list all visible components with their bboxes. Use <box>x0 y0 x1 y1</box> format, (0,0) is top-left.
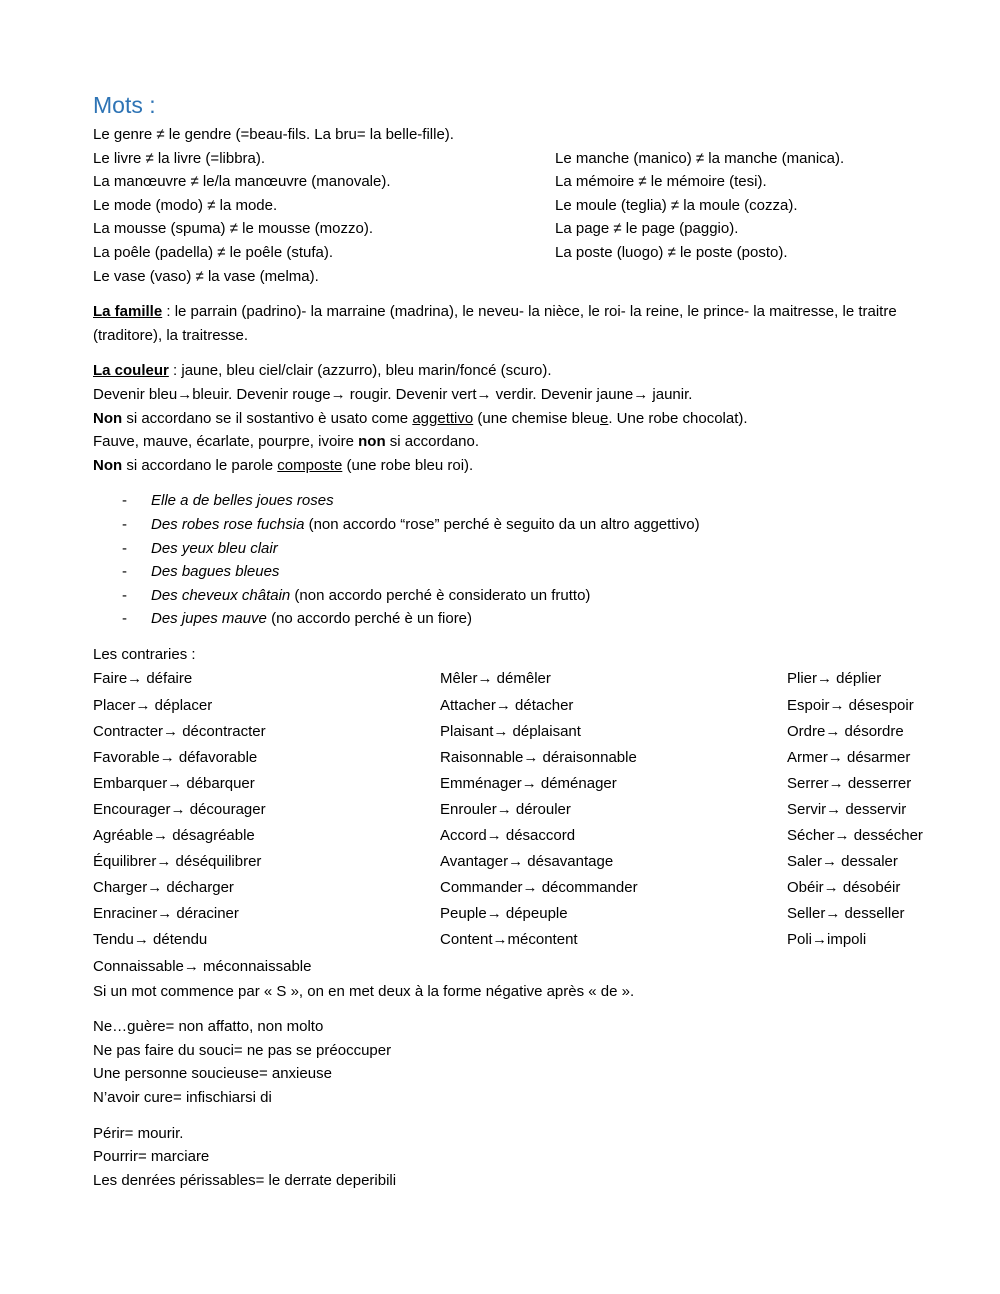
gender-pair: Le livre ≠ la livre (=libbra). <box>93 149 266 167</box>
gender-pair: La manœuvre ≠ le/la manœuvre (manovale). <box>93 173 391 191</box>
contrary-pair: Plaisant→ déplaisant <box>440 722 581 740</box>
list-item <box>93 489 943 513</box>
gender-right-column <box>555 147 943 289</box>
contrary-pair: Seller→ desseller <box>787 905 905 923</box>
contrary-pair: Placer→ déplacer <box>93 696 213 714</box>
gender-pair: La poêle (padella) ≠ le poêle (stufa). <box>93 243 334 261</box>
rule-text: (une robe bleu roi). <box>342 456 474 474</box>
famille-label: La famille <box>93 303 163 321</box>
contrary-pair: Poli→impoli <box>787 931 867 949</box>
example-phrase: Des robes rose fuchsia <box>151 515 305 533</box>
contrary-pair: Ordre→ désordre <box>787 722 904 740</box>
contrary-pair: Saler→ dessaler <box>787 853 898 871</box>
contrary-pair: Agréable→ désagréable <box>93 827 255 845</box>
document-page <box>93 90 943 1192</box>
rule-text: (une chemise bleu <box>473 409 600 427</box>
couleur-label: La couleur <box>93 362 169 380</box>
example-note: (no accordo perché è un fiore) <box>266 610 473 628</box>
contrary-pair: Charger→ décharger <box>93 879 234 897</box>
gender-pair: La page ≠ le page (paggio). <box>555 220 739 238</box>
couleur-text: : jaune, bleu ciel/clair (azzurro), bleu marin/foncé (scuro). <box>168 362 552 380</box>
contrary-pair: Faire→ défaire <box>93 670 193 688</box>
contrary-pair: Enrouler→ dérouler <box>440 800 571 818</box>
gender-pair: Le mode (modo) ≠ la mode. <box>93 196 278 214</box>
contraries-title: Les contraries : <box>93 645 196 663</box>
vocab-line: Les denrées périssables= le derrate deperibili <box>93 1171 397 1189</box>
gender-pair: Le vase (vaso) ≠ la vase (melma). <box>93 267 319 285</box>
rule-underlined: aggettivo <box>412 409 474 427</box>
contrary-pair: Serrer→ desserrer <box>787 774 912 792</box>
contrary-pair: Encourager→ décourager <box>93 800 266 818</box>
list-item <box>93 537 943 561</box>
contrary-pair: Obéir→ désobéir <box>787 879 901 897</box>
example-note: (non accordo “rose” perché è seguito da un altro aggettivo) <box>304 515 700 533</box>
couleur-paragraph <box>93 359 943 383</box>
list-item <box>93 584 943 608</box>
examples-list <box>93 489 943 631</box>
contrary-pair: Raisonnable→ déraisonnable <box>440 748 637 766</box>
devenir-line: Devenir bleu→bleuir. Devenir rouge→ rougir. Devenir vert→ verdir. Devenir jaune→ jaunir. <box>93 385 693 403</box>
contrary-pair: Espoir→ désespoir <box>787 696 914 714</box>
contrary-pair <box>440 954 787 980</box>
gender-pairs <box>93 147 943 289</box>
gender-intro: Le genre ≠ le gendre (=beau-fils. La bru= la belle-fille). <box>93 126 454 143</box>
rule-invariable-colors <box>93 430 943 454</box>
contrary-pair: Accord→ désaccord <box>440 827 576 845</box>
famille-paragraph <box>93 300 943 347</box>
gender-pair: La poste (luogo) ≠ le poste (posto). <box>555 243 788 261</box>
list-item <box>93 607 943 631</box>
contrary-pair: Mêler→ démêler <box>440 670 551 688</box>
rule-text: . Une robe chocolat). <box>608 409 748 427</box>
example-phrase: Des jupes mauve <box>151 610 267 628</box>
contrary-pair: Équilibrer→ déséquilibrer <box>93 853 262 871</box>
contrary-pair: Enraciner→ déraciner <box>93 905 239 923</box>
contrary-pair: Contracter→ décontracter <box>93 722 266 740</box>
rule-adjective <box>93 407 943 431</box>
contrary-pair: Embarquer→ débarquer <box>93 774 255 792</box>
rule-keyword: Non <box>93 409 123 427</box>
gender-pair: La mousse (spuma) ≠ le mousse (mozzo). <box>93 220 373 238</box>
example-note: (non accordo perché è considerato un frutto) <box>290 586 591 604</box>
rule-text: Fauve, mauve, écarlate, pourpre, ivoire <box>93 433 359 451</box>
rule-text: si accordano. <box>385 433 480 451</box>
rule-keyword: Non <box>93 456 123 474</box>
gender-pair: Le manche (manico) ≠ la manche (manica). <box>555 149 845 167</box>
rule-keyword: non <box>358 433 386 451</box>
contrary-pair: Peuple→ dépeuple <box>440 905 568 923</box>
rule-text: si accordano le parole <box>122 456 278 474</box>
rule-text: si accordano se il sostantivo è usato come <box>122 409 413 427</box>
contrary-pair: Attacher→ détacher <box>440 696 574 714</box>
contrary-pair <box>787 954 943 980</box>
contrary-pair: Tendu→ détendu <box>93 931 208 949</box>
contrary-pair: Servir→ desservir <box>787 800 907 818</box>
vocab-line: Ne…guère= non affatto, non molto <box>93 1018 324 1036</box>
rule-underlined: composte <box>277 456 343 474</box>
rule-compound <box>93 454 943 478</box>
vocab-line: Pourrir= marciare <box>93 1148 210 1166</box>
vocab-block-1 <box>93 1015 943 1109</box>
vocab-line: N’avoir cure= infischiarsi di <box>93 1088 272 1106</box>
contrary-pair: Connaissable→ méconnaissable <box>93 957 312 975</box>
vocab-line: Une personne soucieuse= anxieuse <box>93 1065 332 1083</box>
s-rule: Si un mot commence par « S », on en met deux à la forme négative après « de ». <box>93 982 635 1000</box>
page-title: Mots : <box>93 92 156 118</box>
vocab-line: Périr= mourir. <box>93 1124 184 1142</box>
contrary-pair: Sécher→ dessécher <box>787 827 923 845</box>
famille-text: : le parrain (padrino)- la marraine (madrina), le neveu- la nièce, le roi- la reine, le prince- la maitresse, le traitre (traditore), la traitresse. <box>93 303 897 344</box>
vocab-line: Ne pas faire du souci= ne pas se préoccuper <box>93 1041 392 1059</box>
contrary-pair: Plier→ déplier <box>787 670 882 688</box>
contraries-table <box>93 666 943 979</box>
example-phrase: Elle a de belles joues roses <box>151 492 334 510</box>
example-phrase: Des yeux bleu clair <box>151 539 278 557</box>
contrary-pair: Favorable→ défavorable <box>93 748 258 766</box>
contrary-pair: Commander→ décommander <box>440 879 638 897</box>
gender-pair: La mémoire ≠ le mémoire (tesi). <box>555 173 767 191</box>
contrary-pair: Avantager→ désavantage <box>440 853 614 871</box>
gender-pair: Le moule (teglia) ≠ la moule (cozza). <box>555 196 798 214</box>
example-phrase: Des bagues bleues <box>151 563 280 581</box>
contrary-pair: Emménager→ déménager <box>440 774 617 792</box>
gender-left-column <box>93 147 555 289</box>
list-item <box>93 560 943 584</box>
contrary-pair: Armer→ désarmer <box>787 748 911 766</box>
rule-underlined: e <box>599 409 609 427</box>
vocab-block-2 <box>93 1122 943 1193</box>
list-item <box>93 513 943 537</box>
contrary-pair: Content→mécontent <box>440 931 578 949</box>
example-phrase: Des cheveux châtain <box>151 586 291 604</box>
